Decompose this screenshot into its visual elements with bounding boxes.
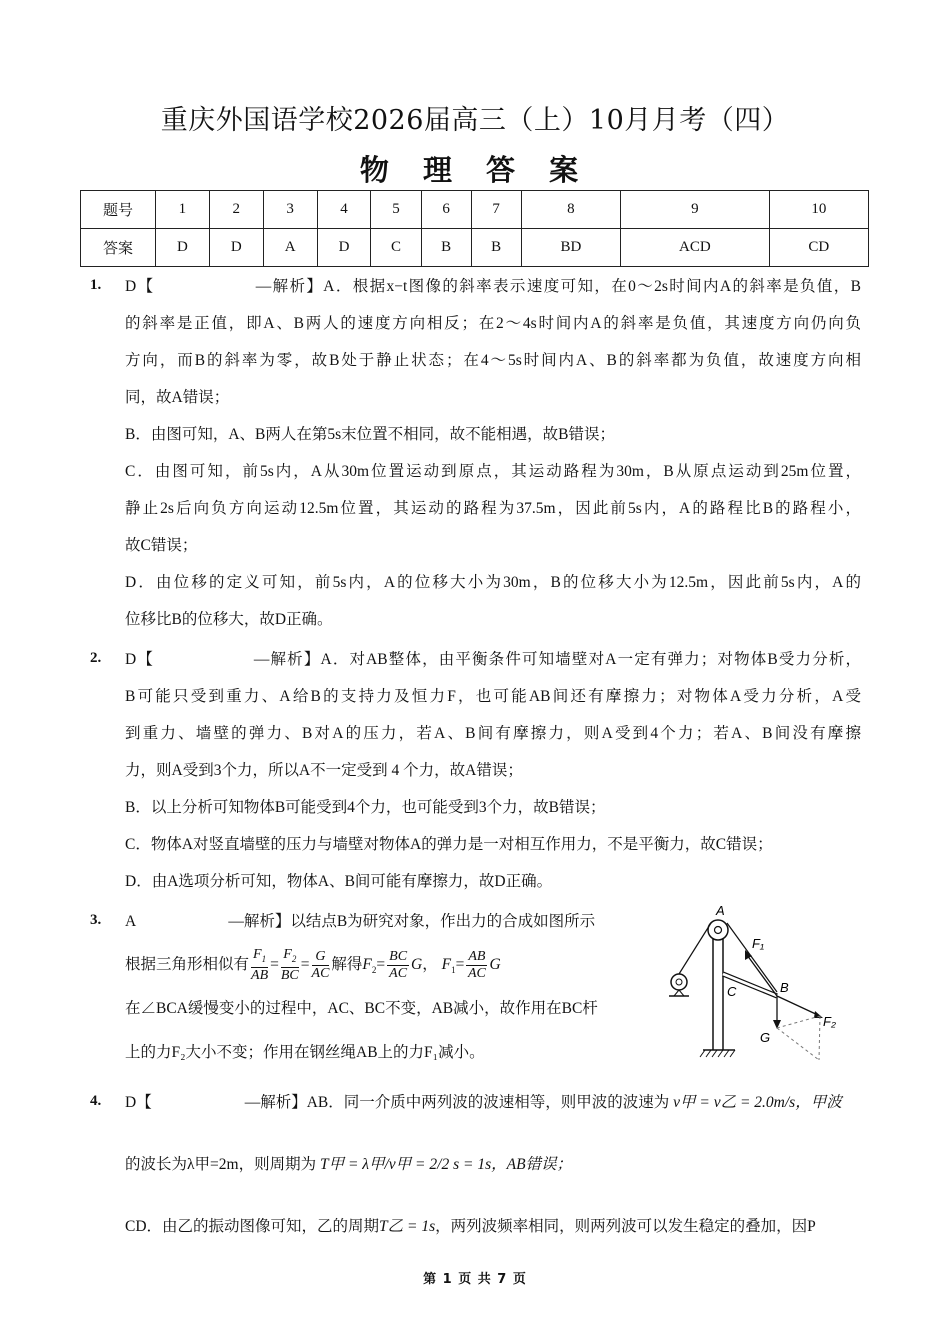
answer-table	[80, 190, 869, 267]
formula-mid: 解得	[331, 956, 363, 973]
table-cell: 答案	[81, 229, 156, 267]
label-c: C	[727, 984, 737, 999]
table-cell: CD	[769, 229, 868, 267]
table-cell: BD	[521, 229, 620, 267]
text-line: 上的力F₂大小不变；作用在钢丝绳AB上的力F₁减小。	[125, 1044, 485, 1061]
text-line: 力，则A受到3个力，所以A不一定受到 4 个力，故A错误；	[125, 762, 523, 779]
table-cell: 2	[209, 191, 263, 229]
page-footer: 第 1 页 共 7 页	[423, 1272, 527, 1287]
formula-inline: v甲 = v乙 = 2.0m/s，甲波	[673, 1094, 842, 1111]
fraction: $\frac{G}{AC}$	[311, 948, 330, 981]
table-cell: B	[471, 229, 521, 267]
question-number: 2.	[90, 650, 102, 666]
page-subtitle: 物 理 答 案	[359, 153, 591, 187]
text-segment: CD．由乙的振动图像可知，乙的周期	[125, 1218, 380, 1235]
text-line: D【 —解析】A．对AB整体，由平衡条件可知墙壁对A一定有弹力；对物体B受力分析，	[125, 651, 861, 668]
question-number: 3.	[90, 912, 102, 928]
table-cell: D	[209, 229, 263, 267]
text-line: C．由图可知，前5s内，A从30m位置运动到原点，其运动路程为30m，B从原点运动到25m位置，	[125, 463, 861, 480]
question-number: 1.	[90, 277, 102, 293]
force-diagram	[665, 900, 845, 1065]
text-line	[125, 1217, 816, 1237]
text-line: 故C错误；	[125, 537, 198, 554]
table-cell: D	[156, 229, 210, 267]
answer-table-row-answers	[81, 229, 869, 267]
table-cell: A	[263, 229, 317, 267]
fraction: $\frac{F_2}{BC}$	[280, 947, 299, 983]
text-line	[125, 1093, 842, 1113]
label-f1: F₁	[752, 936, 765, 951]
text-line: 位移比B的位移大，故D正确。	[125, 611, 333, 628]
table-cell: 4	[317, 191, 371, 229]
fraction: $\frac{F_1}{AB}$	[251, 947, 269, 983]
table-cell: 1	[156, 191, 210, 229]
text-segment: D【 —解析】AB．同一介质中两列波的波速相等，则甲波的波速为	[125, 1094, 670, 1111]
question-number: 4.	[90, 1093, 102, 1109]
text-line: C．物体A对竖直墙壁的压力与墙壁对物体A的弹力是一对相互作用力，不是平衡力，故C错误；	[125, 836, 773, 853]
formula-intro: 根据三角形相似有	[125, 956, 250, 973]
table-cell: 9	[621, 191, 770, 229]
text-line: 到重力、墙壁的弹力、B对A的压力，若A、B间有摩擦力，则A受到4个力；若A、B间没有摩擦	[125, 725, 861, 742]
text-line: 在∠BCA缓慢变小的过程中，AC、BC不变，AB减小，故作用在BC杆	[125, 1000, 598, 1017]
label-g: G	[760, 1030, 771, 1045]
text-line: B．以上分析可知物体B可能受到4个力，也可能受到3个力，故B错误；	[125, 799, 606, 816]
text-line: 方向，而B的斜率为零，故B处于静止状态；在4～5s时间内A、B的斜率都为负值，故速度方向相	[125, 352, 861, 369]
table-cell: 6	[421, 191, 471, 229]
table-cell: 7	[471, 191, 521, 229]
formula-inline: T乙 = 1s	[379, 1218, 436, 1235]
text-line: 的斜率是正值，即A、B两人的速度方向相反；在2～4s时间内A的斜率是负值，其速度方向仍向负	[125, 315, 861, 332]
text-line: A —解析】以结点B为研究对象，作出力的合成如图所示	[125, 913, 596, 930]
table-cell: 10	[769, 191, 868, 229]
table-cell: D	[317, 229, 371, 267]
table-cell: C	[371, 229, 421, 267]
label-a: A	[716, 903, 725, 918]
page-title: 重庆外国语学校2026届高三（上）10月月考（四）	[160, 105, 790, 136]
label-f2: F₂	[823, 1014, 836, 1029]
formula-inline: T甲 = λ甲/v甲 = 2/2 s = 1s，AB错误；	[319, 1156, 573, 1173]
table-cell: ACD	[621, 229, 770, 267]
text-line: D【 —解析】A．根据x−t图像的斜率表示速度可知，在0～2s时间内A的斜率是负值，B	[125, 278, 861, 295]
text-line: 静止2s后向负方向运动12.5m位置，其运动的路程为37.5m，因此前5s内，A的路程比B的路程小，	[125, 500, 861, 517]
text-line: D．由A选项分析可知，物体A、B间可能有摩擦力，故D正确。	[125, 873, 553, 890]
text-segment: ，两列波频率相同，则两列波可以发生稳定的叠加，因P	[435, 1218, 816, 1235]
text-line: 同，故A错误；	[125, 389, 230, 406]
table-cell: 3	[263, 191, 317, 229]
text-line: B．由图可知，A、B两人在第5s末位置不相同，故不能相遇，故B错误；	[125, 426, 615, 443]
answer-table-row-numbers	[81, 191, 869, 229]
table-cell: 题号	[81, 191, 156, 229]
table-cell: 8	[521, 191, 620, 229]
fraction: $\frac{AB}{AC}$	[467, 948, 486, 981]
text-line	[125, 1155, 572, 1175]
fraction: $\frac{BC}{AC}$	[389, 948, 408, 981]
table-cell: 5	[371, 191, 421, 229]
text-line: B可能只受到重力、A给B的支持力及恒力F，也可能AB间还有摩擦力；对物体A受力分析，A受	[125, 688, 861, 705]
text-line: D．由位移的定义可知，前5s内，A的位移大小为30m，B的位移大小为12.5m，因此前5s内，A的	[125, 574, 861, 591]
text-segment: 的波长为λ甲=2m，则周期为	[125, 1156, 317, 1173]
text-line-formula: 根据三角形相似有 $\frac{F_1}{AB}$ = $\frac{F_2}{BC}$ = $\frac{G}{AC}$ 解得$F_2=$ $\frac{BC}{AC}$ G， $F_1=$ $\frac{AB}{AC}$ G	[125, 947, 501, 983]
table-cell: B	[421, 229, 471, 267]
label-b: B	[780, 980, 789, 995]
